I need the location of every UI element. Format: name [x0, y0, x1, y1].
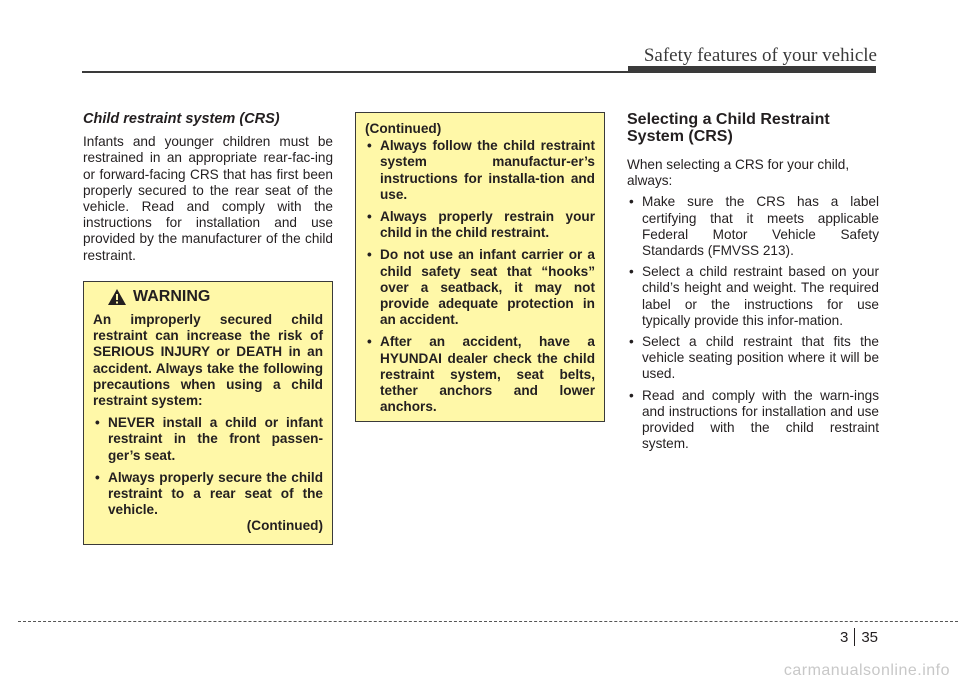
warning-title: WARNING: [133, 287, 211, 305]
selecting-item: • Select a child restraint that fits the vehicle seating position where it will be used.: [627, 334, 879, 383]
left-column: [83, 111, 333, 264]
continued-item: • After an accident, have a HYUNDAI dealer check the child restraint system, seat belts, tether anchors and lower anchors.: [365, 334, 595, 415]
watermark: carmanualsonline.info: [783, 662, 950, 679]
continued-label: (Continued): [365, 121, 442, 136]
continued-item: • Always properly restrain your child in the child restraint.: [365, 209, 595, 241]
warning-triangle-icon: [107, 288, 127, 306]
footer-rule: [18, 621, 958, 623]
warning-continued: (Continued): [246, 518, 323, 534]
section-heading-selecting: [627, 111, 879, 145]
header-rule-thick: [628, 66, 876, 73]
heading-line: System (CRS): [627, 128, 733, 145]
warning-item: • NEVER install a child or infant restraint in the front passen-ger’s seat.: [93, 415, 323, 464]
continued-item: • Do not use an infant carrier or a child safety seat that “hooks” over a seatback, it may not provide adequate protection in an accident.: [365, 247, 595, 328]
continued-warning-box: [355, 112, 605, 422]
right-column: [627, 111, 879, 452]
page-number-value: 35: [861, 628, 878, 646]
selecting-item: • Make sure the CRS has a label certifying that it meets applicable Federal Motor Vehicle Safety Standards (FMVSS 213).: [627, 194, 879, 259]
warning-intro: An improperly secured child restraint can increase the risk of SERIOUS INJURY or DEATH in an accident. Always take the following precautions when using a child restraint system:: [93, 312, 323, 409]
crs-paragraph: Infants and younger children must be restrained in an appropriate rear-fac-ing or forward-facing CRS that has first been properly secured to the rear seat of the vehicle. Read and comply with the instructions for installation and use provided by the manufacturer of the child restraint.: [83, 134, 333, 263]
continued-list: [365, 138, 595, 415]
selecting-list: [627, 194, 879, 452]
page-number-separator: [854, 628, 855, 646]
header-title: Safety features of your vehicle: [643, 45, 877, 66]
selecting-item: • Read and comply with the warn-ings and instructions for installation and use provided with the child restraint system.: [627, 388, 879, 453]
warning-item: • Always properly secure the child restraint to a rear seat of the vehicle.: [93, 470, 323, 519]
chapter-number: 3: [839, 628, 849, 646]
warning-box: [83, 281, 333, 545]
page-number: [840, 628, 878, 646]
selecting-item: • Select a child restraint based on your child’s height and weight. The required label or the instructions for use typically provide this infor-mation.: [627, 264, 879, 329]
section-heading-crs: Child restraint system (CRS): [83, 111, 280, 127]
warning-list: [93, 415, 323, 518]
warning-header: [107, 288, 323, 306]
heading-line: Selecting a Child Restraint: [627, 111, 830, 128]
continued-item: • Always follow the child restraint system manufactur-er’s instructions for installa-tion and use.: [365, 138, 595, 203]
selecting-intro: When selecting a CRS for your child, always:: [627, 157, 850, 189]
